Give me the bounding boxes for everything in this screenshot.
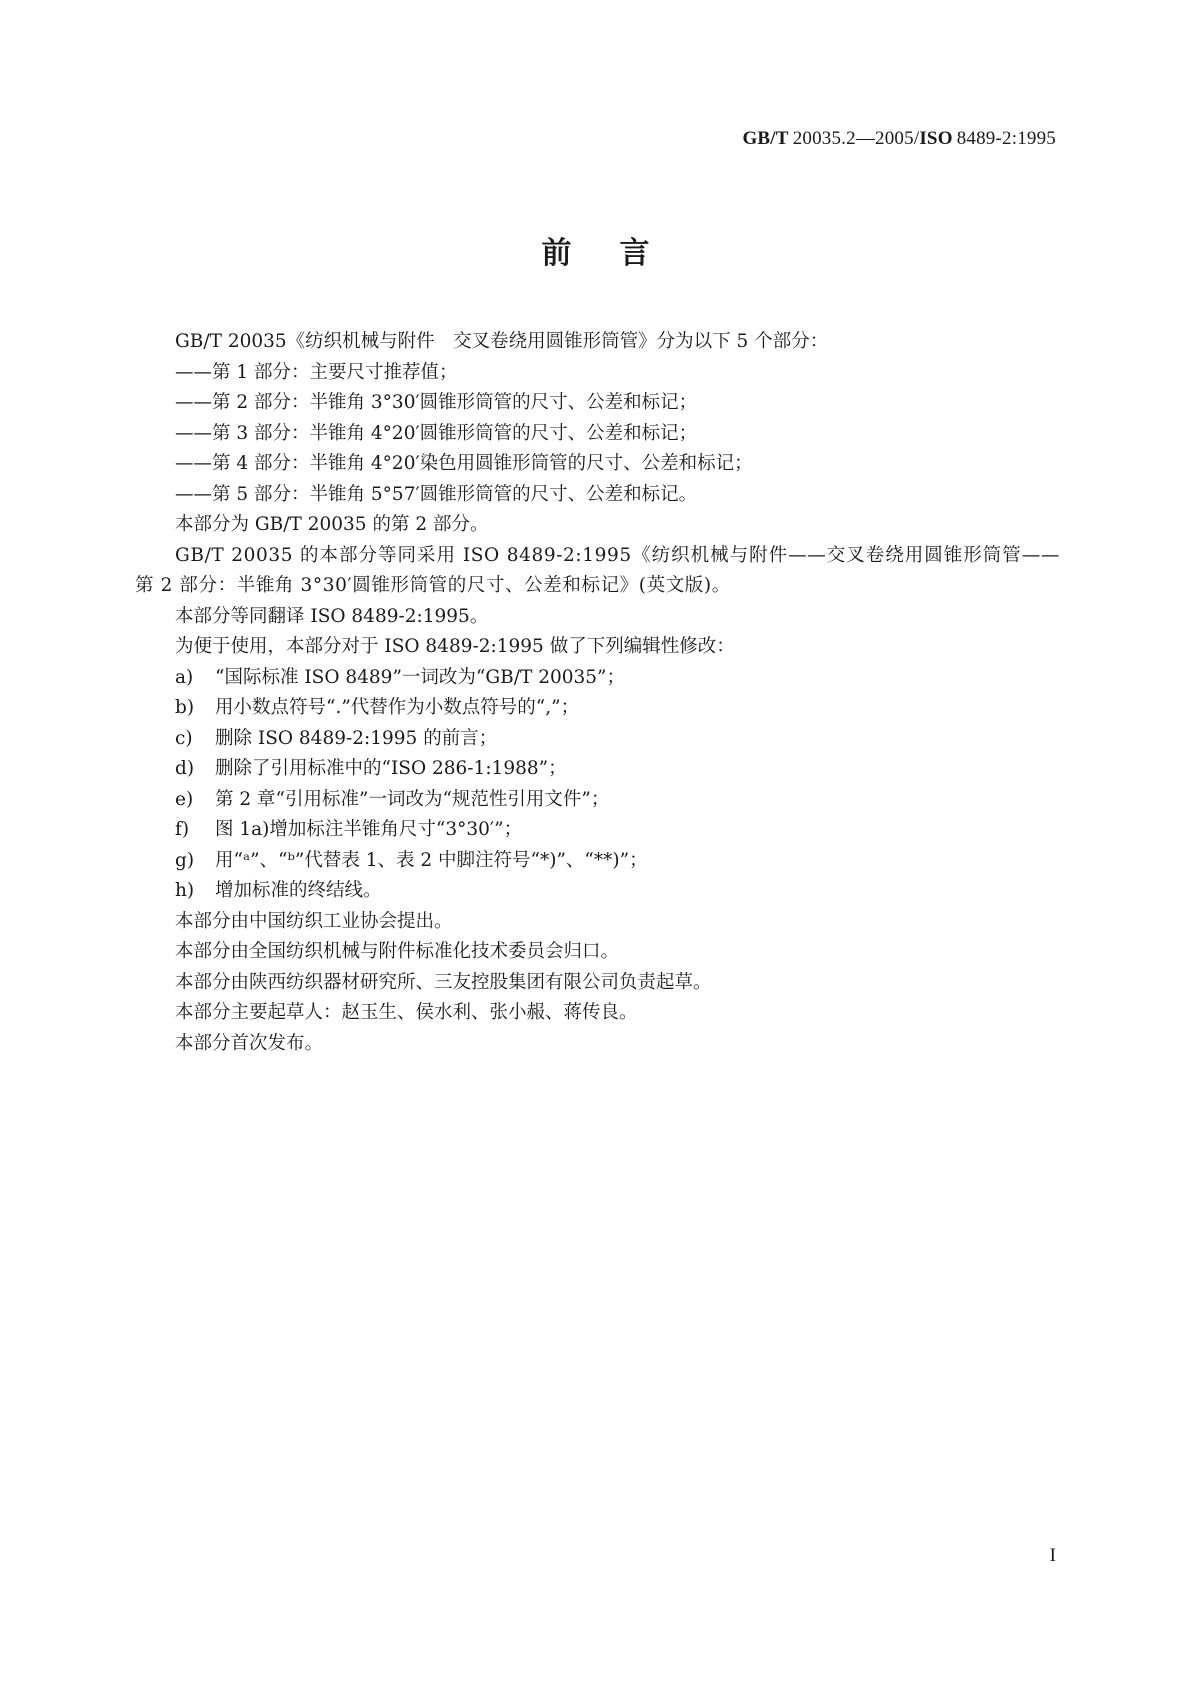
- modification-item: [135, 724, 1060, 755]
- standard-code: [742, 128, 1056, 150]
- this-part-paragraph: 本部分为 GB/T 20035 的第 2 部分。: [175, 514, 489, 535]
- modification-text: 第 2 章“引用标准”一词改为“规范性引用文件”；: [215, 788, 610, 810]
- centralized-by-paragraph: 本部分由全国纺织机械与附件标准化技术委员会归口。: [175, 941, 620, 962]
- drafters-paragraph: 本部分主要起草人：赵玉生、侯水利、张小赧、蒋传良。: [175, 1002, 638, 1023]
- drafted-by-paragraph: 本部分由陕西纺织器材研究所、三友控股集团有限公司负责起草。: [175, 971, 712, 993]
- modification-item: [135, 785, 1060, 816]
- modification-label: h): [175, 880, 195, 901]
- part-list-item: ——第 1 部分：主要尺寸推荐值；: [175, 361, 458, 383]
- intro-paragraph: GB/T 20035《纺织机械与附件 交叉卷绕用圆锥形筒管》分为以下 5 个部分：: [175, 331, 829, 352]
- part-list-item: ——第 5 部分：半锥角 5°57′圆锥形筒管的尺寸、公差和标记。: [175, 483, 698, 505]
- page-title: 前言: [541, 236, 698, 271]
- proposed-by-paragraph: 本部分由中国纺织工业协会提出。: [175, 910, 453, 932]
- modification-label: d): [175, 758, 195, 779]
- modification-text: 用小数点符号“.”代替作为小数点符号的“,”；: [215, 697, 580, 718]
- page-number: I: [1049, 1545, 1056, 1566]
- gb-prefix: GB/T: [742, 128, 789, 149]
- modification-item: [135, 846, 1060, 877]
- gb-number: 20035.2—2005/: [792, 128, 920, 149]
- modification-item: [135, 693, 1060, 724]
- modification-text: 用“ᵃ”、“ᵇ”代替表 1、表 2 中脚注符号“*)”、“**)”；: [215, 849, 648, 871]
- modification-text: 增加标准的终结线。: [215, 880, 382, 901]
- part-list-item: ——第 4 部分：半锥角 4°20′染色用圆锥形筒管的尺寸、公差和标记；: [175, 453, 753, 474]
- modification-text: 删除 ISO 8489-2:1995 的前言；: [215, 727, 498, 749]
- iso-prefix: ISO: [919, 128, 953, 149]
- modification-label: f): [175, 819, 190, 840]
- modification-text: “国际标准 ISO 8489”一词改为“GB/T 20035”；: [215, 666, 625, 688]
- modification-text: 图 1a)增加标注半锥角尺寸“3°30′”；: [215, 819, 523, 840]
- modification-item: [135, 815, 1060, 846]
- modifications-intro: 为便于使用，本部分对于 ISO 8489-2:1995 做了下列编辑性修改：: [175, 636, 735, 657]
- foreword-body: [135, 327, 1060, 1059]
- adoption-paragraph: GB/T 20035 的本部分等同采用 ISO 8489-2:1995《纺织机械与附件——交叉卷绕用圆锥形筒管——第 2 部分：半锥角 3°30′圆锥形筒管的尺寸、公差和标记》(英文版)。: [135, 544, 1060, 596]
- modification-label: b): [175, 697, 195, 718]
- translation-paragraph: 本部分等同翻译 ISO 8489-2:1995。: [175, 605, 489, 627]
- modification-item: [135, 663, 1060, 694]
- part-list-item: ——第 2 部分：半锥角 3°30′圆锥形筒管的尺寸、公差和标记；: [175, 392, 698, 413]
- part-list-item: ——第 3 部分：半锥角 4°20′圆锥形筒管的尺寸、公差和标记；: [175, 422, 698, 444]
- modification-text: 删除了引用标准中的“ISO 286-1:1988”；: [215, 758, 567, 779]
- modification-label: a): [175, 666, 194, 688]
- modification-label: e): [175, 788, 194, 810]
- modification-label: c): [175, 727, 193, 749]
- modification-item: [135, 876, 1060, 907]
- iso-number: 8489-2:1995: [956, 128, 1056, 149]
- first-release-paragraph: 本部分首次发布。: [175, 1032, 324, 1054]
- modification-label: g): [175, 849, 195, 871]
- modification-item: [135, 754, 1060, 785]
